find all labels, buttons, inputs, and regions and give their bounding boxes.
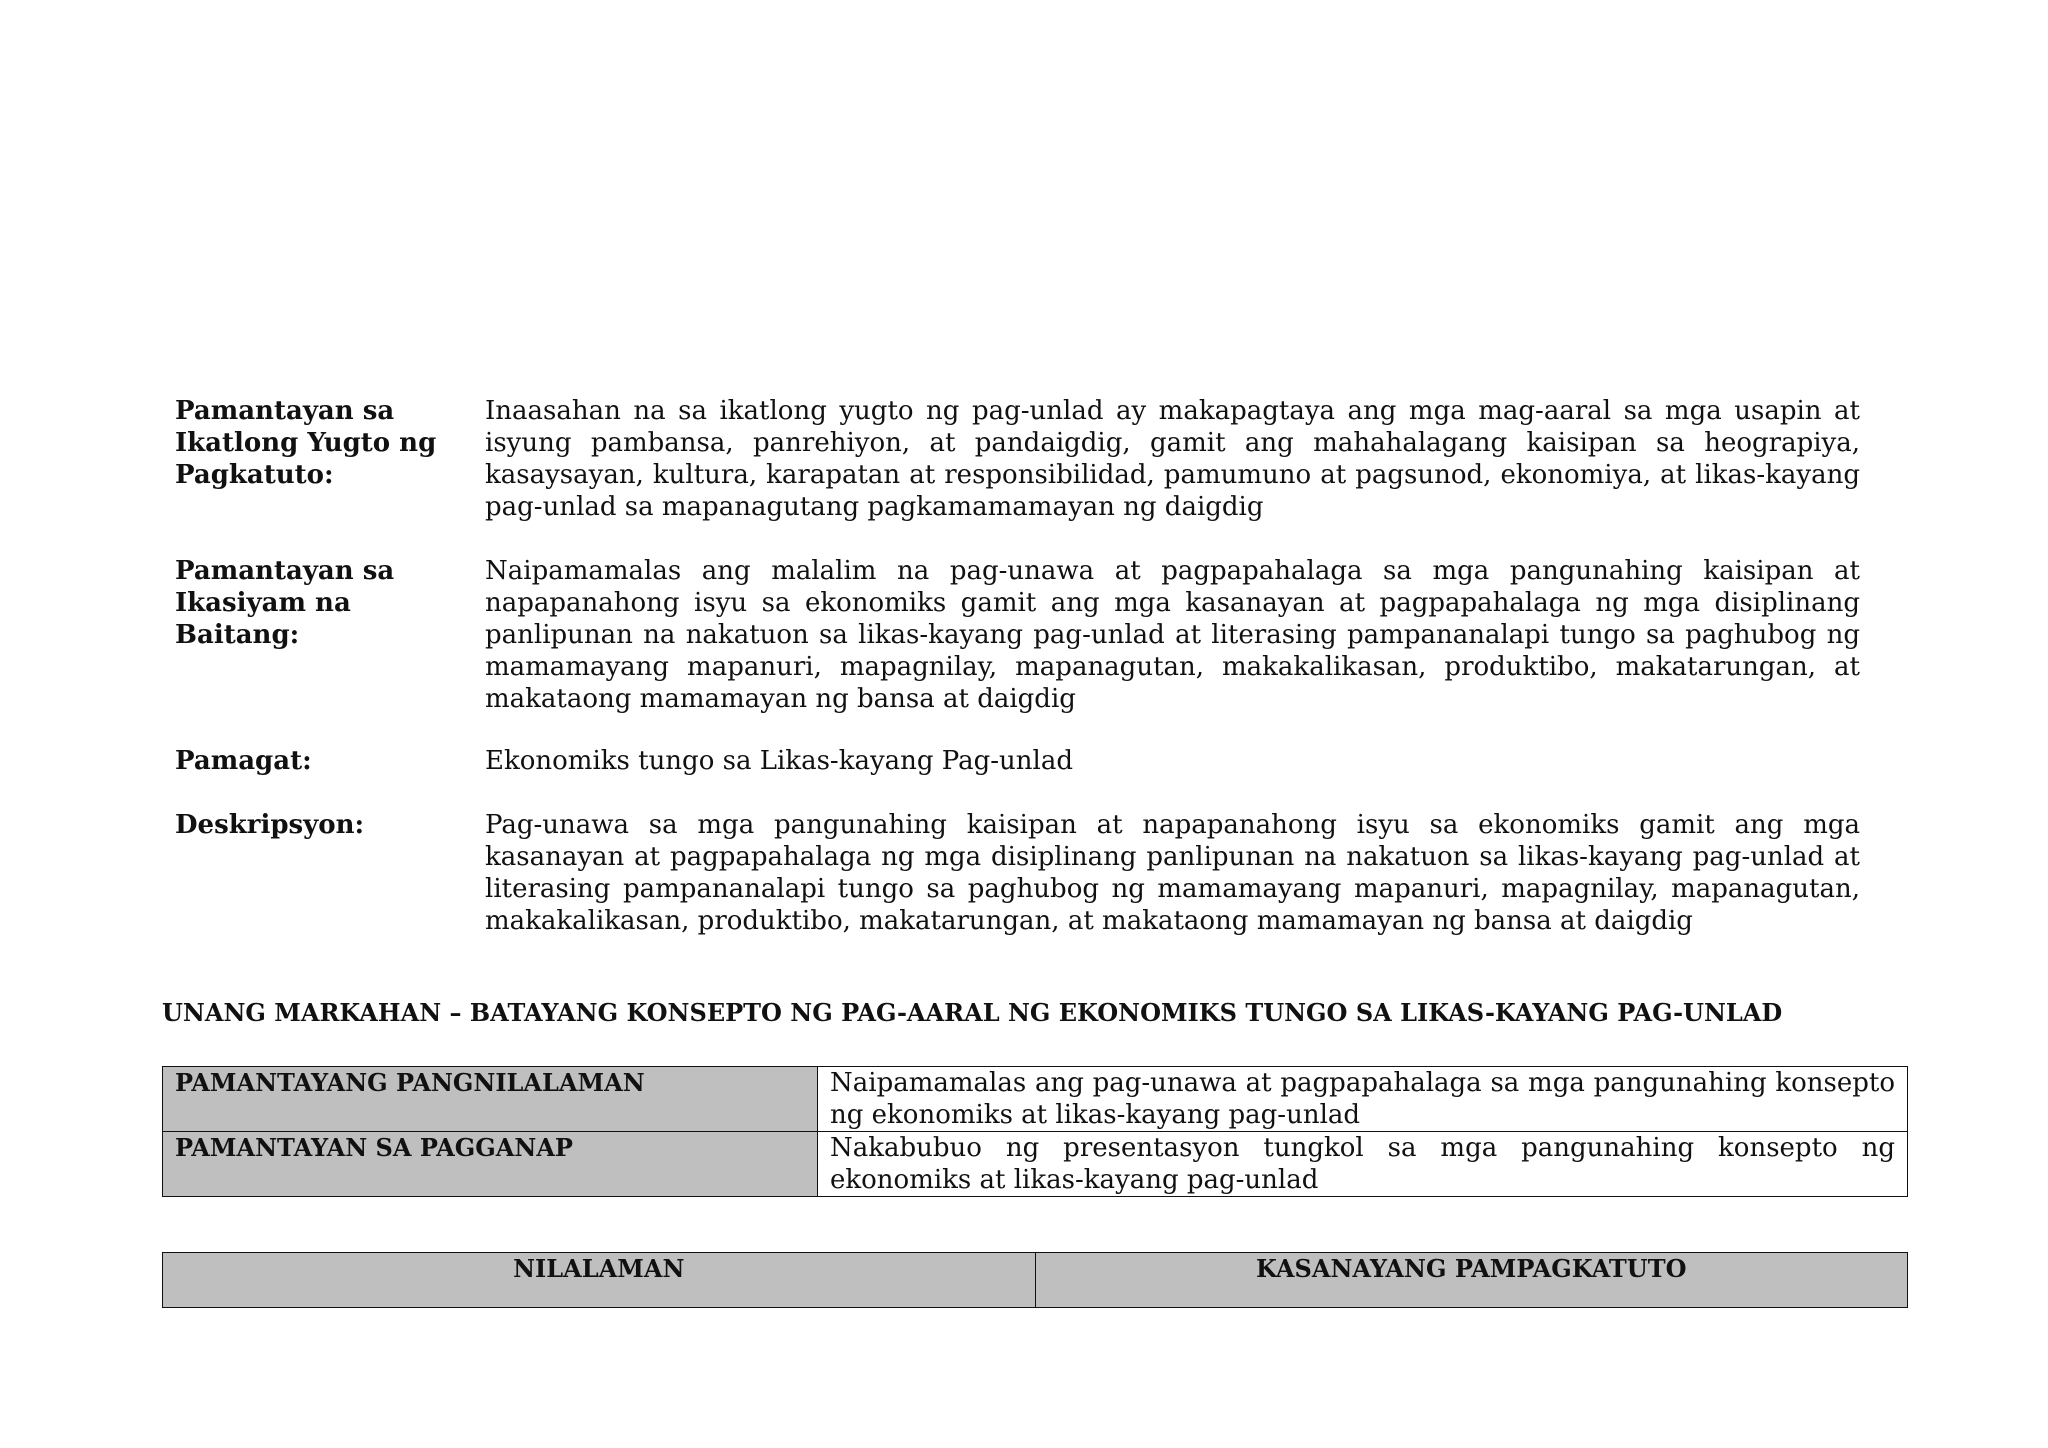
- definition-text: Pag-unawa sa mga pangunahing kaisipan at napapanahong isyu sa ekonomiks gamit ang mga kasanayan at pagpapahalaga ng mga disiplinang panlipunan na nakatuon sa likas-kayang pag-unlad at literasing pampananalapi tungo sa paghubog ng mamamayang mapanuri, mapagnilay, mapanagutan, makakalikasan, produktibo, makatarungan, at makataong mamamayan ng bansa at daigdig: [485, 810, 1860, 936]
- content-table: [162, 1252, 1908, 1308]
- definition-row-ikasiyam-na-baitang: [175, 555, 1875, 715]
- definition-row-ikatlong-yugto: [175, 395, 1875, 523]
- definition-row-deskripsyon: [175, 809, 1875, 937]
- definition-text: Inaasahan na sa ikatlong yugto ng pag-unlad ay makapagtaya ang mga mag-aaral sa mga usapin at isyung pambansa, panrehiyon, at pandaigdig, gamit ang mahahalagang kaisipan sa heograpiya, kasaysayan, kultura, karapatan at responsibilidad, pamumuno at pagsunod, ekonomiya, at likas-kayang pag-unlad sa mapanagutang pagkamamamayan ng daigdig: [485, 396, 1860, 522]
- standard-value-pangnilalaman: Naipamamalas ang pag-unawa at pagpapahalaga sa mga pangunahing konsepto ng ekonomiks at likas-kayang pag-unlad: [818, 1067, 1908, 1132]
- column-header-kasanayang-pampagkatuto: KASANAYANG PAMPAGKATUTO: [1035, 1253, 1908, 1308]
- table-header-row: [163, 1253, 1908, 1308]
- standards-table: [162, 1066, 1908, 1197]
- table-row: [163, 1067, 1908, 1132]
- definition-label: Pamantayan sa Ikatlong Yugto ng Pagkatuto:: [175, 396, 437, 490]
- definition-row-pamagat: [175, 745, 1875, 777]
- standard-header-pangnilalaman: PAMANTAYANG PANGNILALAMAN: [163, 1067, 818, 1132]
- definition-label: Deskripsyon:: [175, 810, 365, 840]
- section-heading: UNANG MARKAHAN – BATAYANG KONSEPTO NG PAG-AARAL NG EKONOMIKS TUNGO SA LIKAS-KAYANG PAG-UNLAD: [162, 998, 1783, 1027]
- definition-text: Naipamamalas ang malalim na pag-unawa at pagpapahalaga sa mga pangunahing kaisipan at napapanahong isyu sa ekonomiks gamit ang mga kasanayan at pagpapahalaga ng mga disiplinang panlipunan na nakatuon sa likas-kayang pag-unlad at literasing pampananalapi tungo sa paghubog ng mamamayang mapanuri, mapagnilay, mapanagutan, makakalikasan, produktibo, makatarungan, at makataong mamamayan ng bansa at daigdig: [485, 556, 1860, 714]
- column-header-nilalaman: NILALAMAN: [163, 1253, 1036, 1308]
- table-row: [163, 1132, 1908, 1197]
- standard-value-pagganap: Nakabubuo ng presentasyon tungkol sa mga pangunahing konsepto ng ekonomiks at likas-kayang pag-unlad: [818, 1132, 1908, 1197]
- standard-header-pagganap: PAMANTAYAN SA PAGGANAP: [163, 1132, 818, 1197]
- definition-label: Pamagat:: [175, 746, 312, 776]
- definition-text: Ekonomiks tungo sa Likas-kayang Pag-unlad: [485, 746, 1073, 776]
- definition-label: Pamantayan sa Ikasiyam na Baitang:: [175, 556, 395, 650]
